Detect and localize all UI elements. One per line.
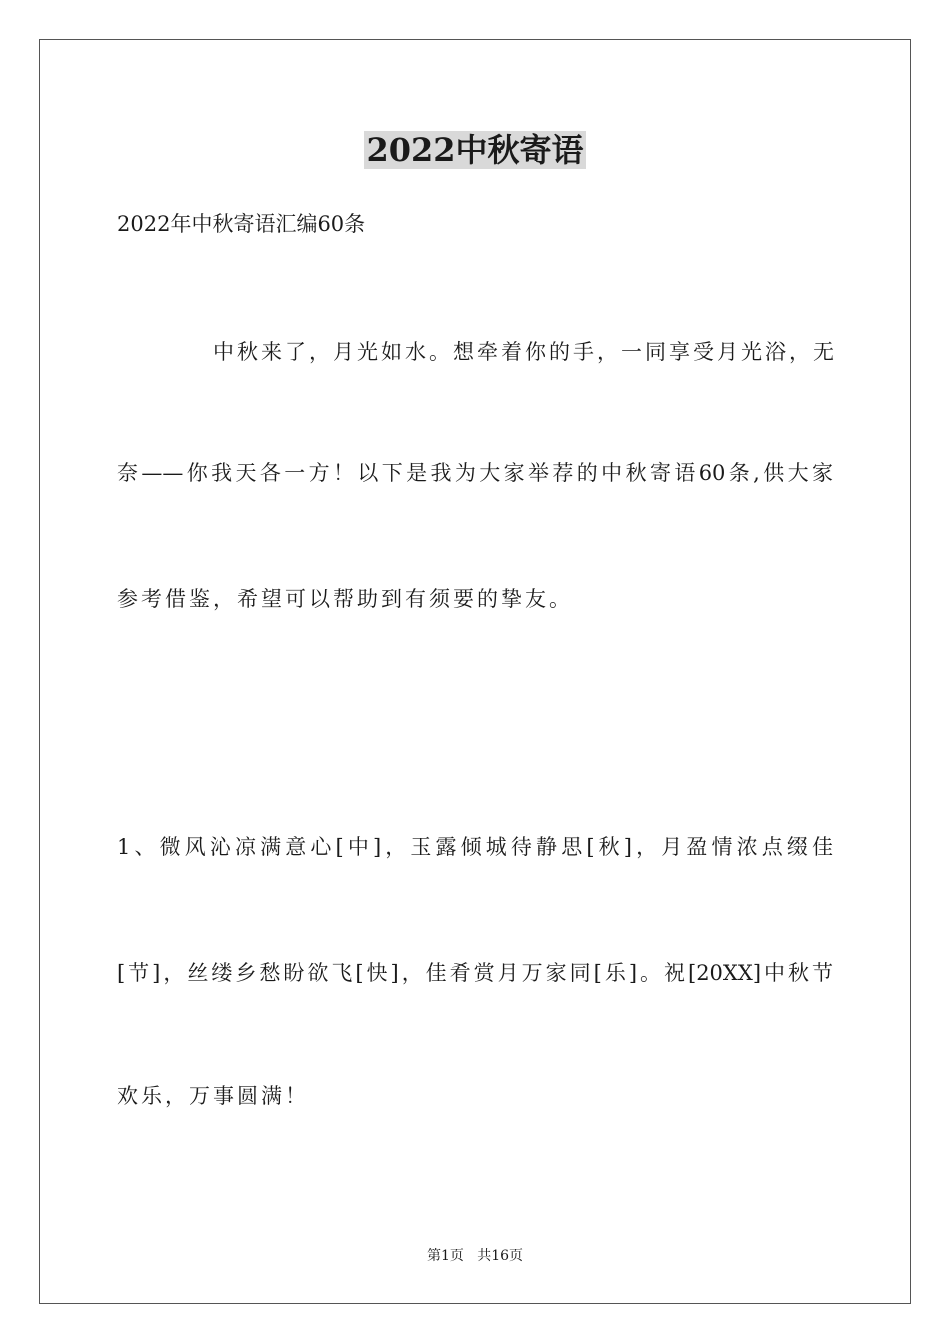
document-subtitle: 2022年中秋寄语汇编60条	[117, 212, 366, 236]
intro-line-1: 中秋来了，月光如水。想牵着你的手，一同享受月光浴，无	[213, 340, 837, 364]
item-1-line-2: [节]，丝缕乡愁盼欲飞[快]，佳肴赏月万家同[乐]。祝[20XX]中秋节	[117, 961, 833, 985]
document-title-text: 2022中秋寄语	[366, 131, 584, 169]
document-title	[0, 128, 950, 172]
page-number-footer: 第1页 共16页	[426, 1248, 524, 1264]
intro-line-3: 参考借鉴，希望可以帮助到有须要的挚友。	[117, 587, 573, 611]
item-1-line-1: 1、微风沁凉满意心[中]，玉露倾城待静思[秋]，月盈情浓点缀佳	[117, 835, 833, 859]
intro-line-2: 奈——你我天各一方！以下是我为大家举荐的中秋寄语60条,供大家	[117, 461, 833, 485]
item-1-line-3: 欢乐，万事圆满！	[117, 1084, 309, 1108]
